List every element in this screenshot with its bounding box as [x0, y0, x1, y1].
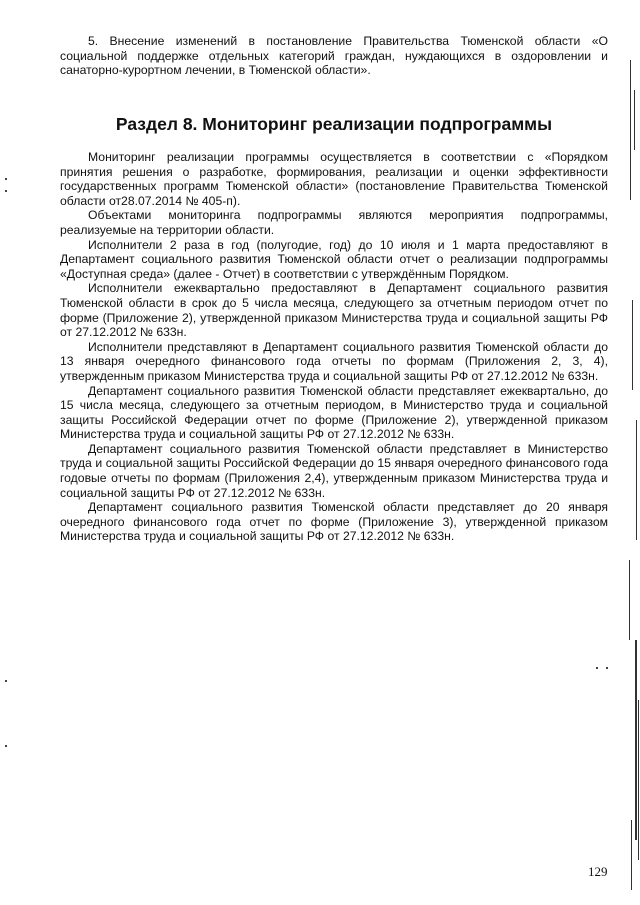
section-body: [60, 150, 608, 544]
intro-paragraph: 5. Внесение изменений в постановление Правительства Тюменской области «О социальной поддержке отдельных категорий граждан, нуждающихся в оздоровлении и санаторно-курортном лечении, в Тюменской области».: [60, 34, 608, 78]
scan-dot: [596, 667, 598, 669]
section-heading: Раздел 8. Мониторинг реализации подпрограммы: [115, 114, 553, 134]
scan-dot: [5, 190, 7, 192]
body-paragraph-7: Департамент социального развития Тюменской области представляет в Министерство труда и социальной защиты Российской Федерации до 15 января очередного финансового года годовые отчеты по формам (Приложения 2,4), утвержденным приказом Министерства труда и социальной защиты РФ от 27.12.2012 № 633н.: [60, 441, 608, 500]
body-paragraph-5: Исполнители представляют в Департамент социального развития Тюменской области до 13 января очередного финансового года отчеты по формам (Приложения 2, 3, 4), утвержденным приказом Министерства труда и социальной защиты РФ от 27.12.2012 № 633н.: [60, 339, 608, 383]
body-paragraph-4: Исполнители ежеквартально предоставляют в Департамент социального развития Тюменской области в срок до 5 числа месяца, следующего за отчетным периодом отчет по форме (Приложение 2), утвержденной приказом Министерства труда и социальной защиты РФ от 27.12.2012 № 633н.: [60, 281, 608, 340]
body-paragraph-6: Департамент социального развития Тюменской области представляет ежеквартально, до 15 числа месяца, следующего за отчетным периодом, в Министерство труда и социальной защиты Российской Федерации отчет по форме (Приложение 2), утвержденной приказом Министерства труда и социальной защиты РФ от 27.12.2012 № 633н.: [60, 383, 608, 442]
scan-dot: [606, 667, 608, 669]
body-paragraph-2: Объектами мониторинга подпрограммы являются мероприятия подпрограммы, реализуемые на территории области.: [60, 208, 608, 237]
scan-edge-artifact: [626, 0, 640, 905]
page-number: 129: [588, 864, 608, 879]
body-paragraph-3: Исполнители 2 раза в год (полугодие, год) до 10 июля и 1 марта предоставляют в Департамент социального развития Тюменской области отчет о реализации подпрограммы «Доступная среда» (далее - Отчет) в соответствии с утверждённым Порядком.: [60, 237, 608, 281]
scan-dot: [5, 680, 7, 682]
body-paragraph-1: Мониторинг реализации программы осуществляется в соответствии с «Порядком принятия решения о разработке, формирования, реализации и оценки эффективности государственных программ Тюменской области» (постановление Правительства Тюменской области от28.07.2014 № 405-п).: [60, 150, 608, 208]
scan-dot: [5, 178, 7, 180]
body-paragraph-8: Департамент социального развития Тюменской области представляет до 20 января очередного финансового года отчет по форме (Приложение 3), утвержденной приказом Министерства труда и социальной защиты РФ от 27.12.2012 № 633н.: [60, 500, 608, 544]
scan-dot: [5, 745, 7, 747]
intro-block: [60, 34, 608, 78]
